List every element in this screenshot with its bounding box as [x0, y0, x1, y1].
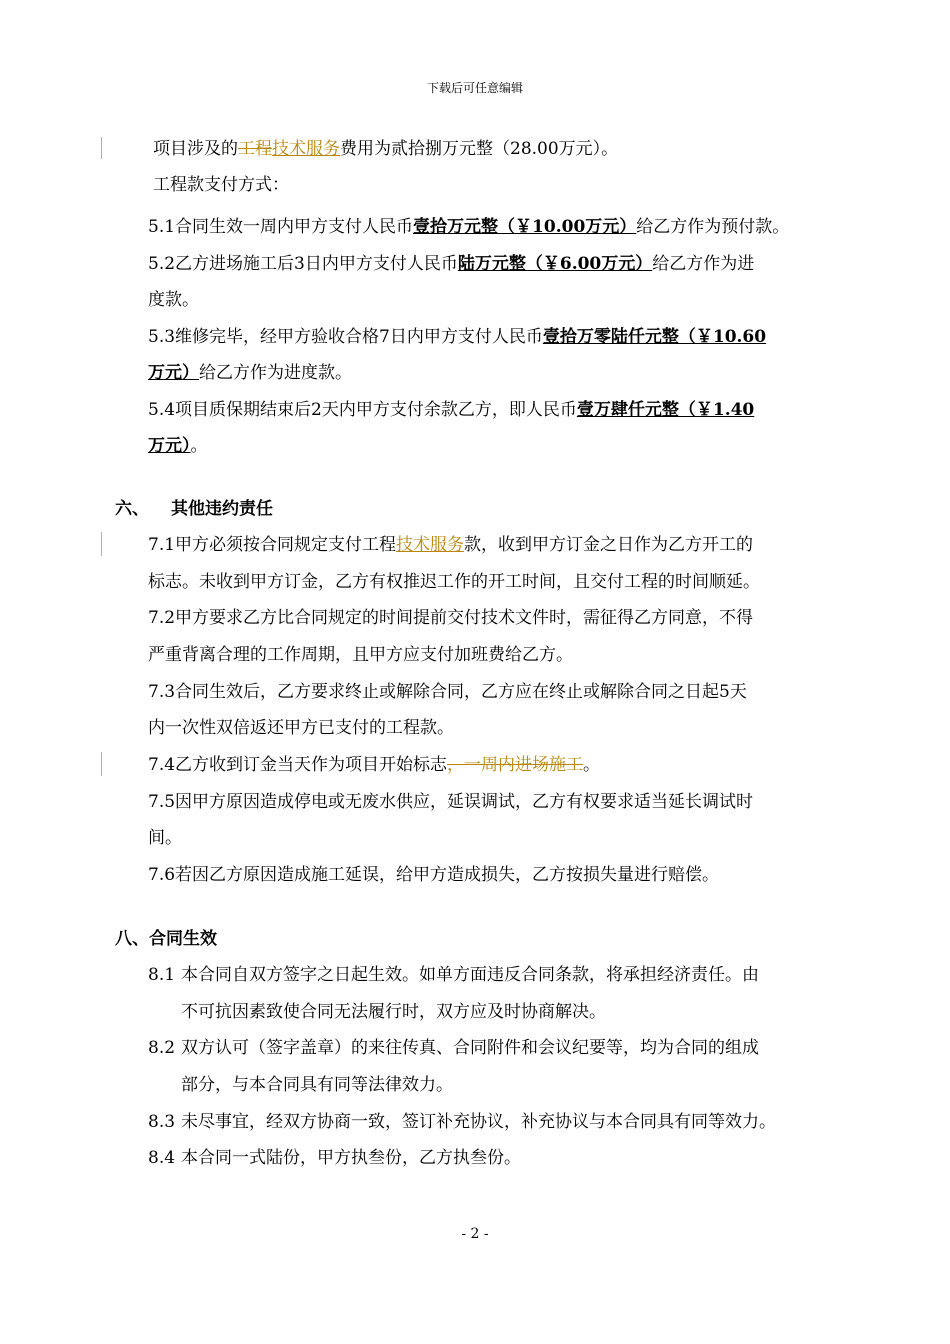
clause-5-2-cont: 度款。: [148, 290, 199, 310]
amount-text: 陆万元整（￥6.00万元）: [457, 254, 653, 274]
clause-8-2: 8.2 双方认可（签字盖章）的来往传真、合同附件和会议纪要等，均为合同的组成: [148, 1038, 759, 1058]
clause-7-3: 7.3合同生效后，乙方要求终止或解除合同，乙方应在终止或解除合同之日起5天: [148, 682, 747, 702]
amount-text: 壹拾万零陆仟元整（￥10.60: [542, 327, 767, 347]
clause-7-2: 7.2甲方要求乙方比合同规定的时间提前交付技术文件时，需征得乙方同意，不得: [148, 608, 754, 628]
amount-text: 壹万肆仟元整（￥1.40: [576, 400, 755, 420]
clause-7-2-cont: 严重背离合理的工作周期，且甲方应支付加班费给乙方。: [148, 645, 573, 665]
change-bar: [101, 752, 102, 776]
inserted-text: 技术服务: [396, 535, 465, 555]
clause-7-5: 7.5因甲方原因造成停电或无废水供应，延误调试，乙方有权要求适当延长调试时: [148, 792, 754, 812]
deleted-text: 工程: [238, 139, 272, 159]
clause-5-2: 5.2乙方进场施工后3日内甲方支付人民币陆万元整（￥6.00万元）给乙方作为进: [148, 254, 755, 274]
clause-7-6: 7.6若因乙方原因造成施工延误，给甲方造成损失，乙方按损失量进行赔偿。: [148, 865, 720, 885]
clause-5-1: 5.1合同生效一周内甲方支付人民币壹拾万元整（￥10.00万元）给乙方作为预付款。: [148, 217, 790, 237]
section-6-heading: 六、 其他违约责任: [115, 499, 273, 519]
clause-8-1: 8.1 本合同自双方签字之日起生效。如单方面违反合同条款，将承担经济责任。由: [148, 965, 759, 985]
deleted-text: ，一周内进场施工: [447, 755, 584, 775]
clause-7-1-cont: 标志。未收到甲方订金，乙方有权推迟工作的开工时间，且交付工程的时间顺延。: [148, 572, 760, 592]
clause-8-1-cont: 不可抗因素致使合同无法履行时，双方应及时协商解决。: [181, 1002, 606, 1022]
amount-text: 万元）: [148, 363, 199, 383]
inserted-text: 技术服务: [272, 139, 340, 159]
section-8-heading: 八、合同生效: [115, 929, 217, 949]
paragraph-project-fee: 项目涉及的工程技术服务费用为贰拾捌万元整（28.00万元）。: [153, 139, 619, 159]
paragraph-payment-method: 工程款支付方式：: [153, 175, 289, 195]
clause-8-2-cont: 部分，与本合同具有同等法律效力。: [181, 1075, 453, 1095]
clause-7-3-cont: 内一次性双倍返还甲方已支付的工程款。: [148, 718, 454, 738]
page-header: 下载后可任意编辑: [426, 81, 523, 95]
clause-5-4-cont: 万元）。: [148, 436, 208, 456]
clause-7-5-cont: 间。: [148, 828, 182, 848]
clause-5-3-cont: 万元）给乙方作为进度款。: [148, 363, 352, 383]
page-number: - 2 -: [461, 1226, 489, 1242]
change-bar: [101, 137, 102, 159]
change-bar: [101, 532, 102, 556]
amount-text: 壹拾万元整（￥10.00万元）: [413, 217, 637, 237]
clause-8-3: 8.3 未尽事宜，经双方协商一致，签订补充协议，补充协议与本合同具有同等效力。: [148, 1112, 776, 1132]
clause-5-3: 5.3维修完毕，经甲方验收合格7日内甲方支付人民币壹拾万零陆仟元整（￥10.60: [148, 327, 767, 347]
amount-text: 万元）: [148, 436, 191, 456]
clause-8-4: 8.4 本合同一式陆份，甲方执叁份，乙方执叁份。: [148, 1148, 521, 1168]
clause-7-1: 7.1甲方必须按合同规定支付工程技术服务款，收到甲方订金之日作为乙方开工的: [148, 535, 754, 555]
clause-7-4: 7.4乙方收到订金当天作为项目开始标志，一周内进场施工。: [148, 755, 601, 775]
clause-5-4: 5.4项目质保期结束后2天内甲方支付余款乙方，即人民币壹万肆仟元整（￥1.40: [148, 400, 755, 420]
